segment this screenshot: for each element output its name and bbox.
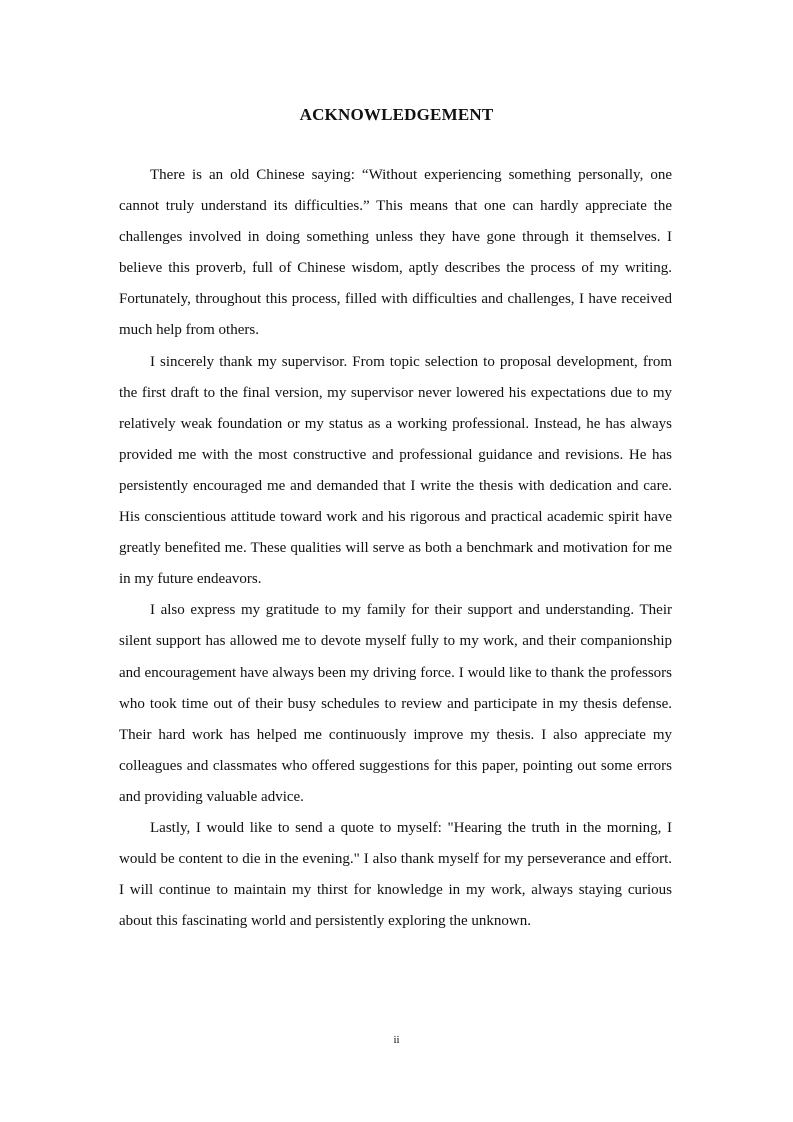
paragraph-3: I also express my gratitude to my family for their support and understanding. Their silent support has allowed me to devote myself fully to my work, and their companionship and encouragement have always been my driving force. I would like to thank the professors who took time out of their busy schedules to review and participate in my thesis defense. Their hard work has helped me continuously improve my thesis. I also appreciate my colleagues and classmates who offered suggestions for this paper, pointing out some errors and providing valuable advice.	[119, 602, 672, 805]
body-text	[119, 160, 672, 937]
paragraph-4: Lastly, I would like to send a quote to myself: "Hearing the truth in the morning, I would be content to die in the evening." I also thank myself for my perseverance and effort. I will continue to maintain my thirst for knowledge in my work, always staying curious about this fascinating world and persistently exploring the unknown.	[119, 819, 672, 930]
paragraph-1: There is an old Chinese saying: “Without experiencing something personally, one cannot truly understand its difficulties.” This means that one can hardly appreciate the challenges involved in doing something unless they have gone through it themselves. I believe this proverb, full of Chinese wisdom, aptly describes the process of my writing. Fortunately, throughout this process, filled with difficulties and challenges, I have received much help from others.	[119, 167, 672, 339]
paragraph-2: I sincerely thank my supervisor. From topic selection to proposal development, from the first draft to the final version, my supervisor never lowered his expectations due to my relatively weak foundation or my status as a working professional. Instead, he has always provided me with the most constructive and professional guidance and revisions. He has persistently encouraged me and demanded that I write the thesis with dedication and care. His conscientious attitude toward work and his rigorous and practical academic spirit have greatly benefited me. These qualities will serve as both a benchmark and motivation for me in my future endeavors.	[119, 353, 672, 588]
page-title: ACKNOWLEDGEMENT	[299, 105, 494, 124]
page-number: ii	[393, 1034, 400, 1046]
